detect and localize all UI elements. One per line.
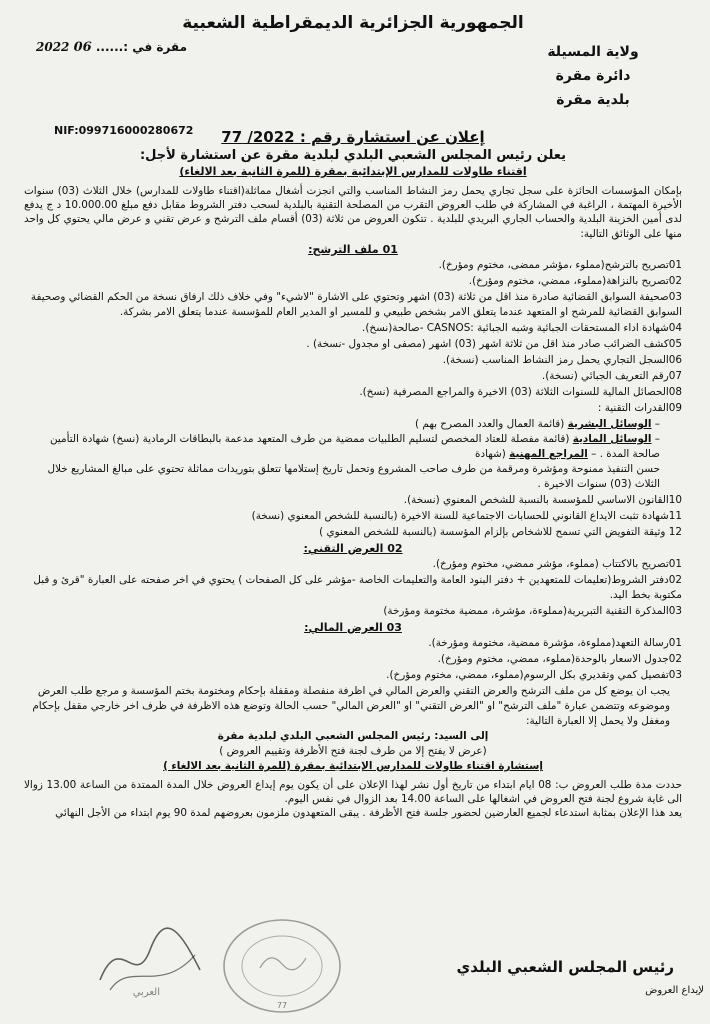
list-item: 01تصريح بالترشح(مملوء ،مؤشر ممضى، مختوم ومؤرخ). xyxy=(438,258,682,271)
round-stamp-icon xyxy=(210,908,350,1018)
made-in-label: مقرة في :...... xyxy=(95,40,187,54)
list-item: 08الحصائل المالية للسنوات الثلاثة (03) الاخيرة والمراجع المصرفية (نسخ). xyxy=(359,385,682,398)
capacity-human: – الوسائل البشرية (قائمة العمال والعدد المصرح بهم ) xyxy=(415,417,660,430)
list-item: 04شهادة اداء المستحقات الجبائية وشبه الجبائية :CASNOS -صالحة(نسخ). xyxy=(362,321,682,334)
list-item: 03تفصيل كمي وتقديري بكل الرسوم(مملوء، ممضي، مختوم ومؤرخ). xyxy=(386,668,682,681)
date-block xyxy=(36,40,256,55)
announcement-object: اقتناء طاولات للمدارس الإبتدائية بمقرة (للمرة الثانية بعد الالغاء) xyxy=(179,165,527,178)
section-candidacy-title: 01 ملف الترشح: xyxy=(308,242,398,256)
section-technical-title: 02 العرض التقني: xyxy=(303,541,403,555)
list-item: 09القدرات التقنية : xyxy=(597,401,682,414)
republic-header: الجمهورية الجزائرية الديمقراطية الشعبية xyxy=(182,13,524,33)
list-item: 03صحيفة السوابق القضائية صادرة منذ اقل من ثلاثة (03) اشهر وتحتوي على الاشارة "لاشيء" وفي خلاف ذلك ارفاق نسخة من الحكم القضائي وصحيفة السوابق القضائية للمرشح او المتعهد عندما يتعلق الامر بشخص طبيعي و للمسير او المدير العام للمؤسسة عندما يتعلق الامر بشركة. xyxy=(30,290,682,318)
handwritten-day: 06 xyxy=(73,40,92,55)
intro-paragraph: بإمكان المؤسسات الحائزة على سجل تجاري يحمل رمز النشاط المناسب والتي انجزت أشغال مماثلة(اقتناء طاولات للمدارس) خلال الثلاث (03) سنوات الأخيرة المهتمة ، الراغبة في المشاركة في طلب العروض التقرب من المصلحة التقنية بالبلدية لسحب دفتر الشروط مقابل دفع مبلغ 10.000.00 د ج يدفع لدى أمين الخزينة البلدية والحساب الجاري البريدي للبلدية . تتكون العروض من ثلاثة (03) أقسام ملف الترشح و عرض تقني و عرض مالي يحتوي كل واحد منها على الوثائق التالية: xyxy=(24,185,682,240)
stamp-ref: 77 xyxy=(276,1001,288,1010)
list-item: 12 وثيقة التفويض التي تسمح للاشخاص بإلزام المؤسسة (بالنسبة للشخص المعنوي ) xyxy=(319,525,682,538)
list-item: 06السجل التجاري يحمل رمز النشاط المناسب (نسخة). xyxy=(442,353,682,366)
deposit-line: لإيداع العروض xyxy=(645,985,704,996)
signature-scribble-icon xyxy=(90,920,210,1000)
outer-envelope-to: إلى السيد: رئيس المجلس الشعبي البلدي لبلدية مقرة xyxy=(217,729,489,742)
signature-title: رئيس المجلس الشعبي البلدي xyxy=(456,958,674,976)
announcement-title: إعلان عن استشارة رقم : 2022/ 77 xyxy=(221,128,485,146)
capacity-material: – الوسائل المادية (قائمة مفصلة للعتاد المخصص لتسليم الطلبيات ممضية من طرف المتعهد مدعمة بالبطاقات الرمادية (نسخ) شهادة التأمين صالحة المدة . – المراجع المهنية (شهادة xyxy=(49,432,660,460)
section-financial-title: 03 العرض المالي: xyxy=(304,620,402,634)
baladia: بلدية مقرة xyxy=(556,92,630,108)
list-item: 02تصريح بالنزاهة(مملوء، ممضي، مختوم ومؤرخ). xyxy=(468,274,682,287)
list-item: 03المذكرة التقنية التبريرية(مملوءة، مؤشرة، ممضية مختومة ومؤرخة) xyxy=(383,604,682,617)
wilaya: ولاية المسيلة xyxy=(547,44,639,60)
daira: دائرة مقرة xyxy=(555,68,631,84)
candidacy-list xyxy=(24,258,682,540)
capacity-references: حسن التنفيذ ممنوحة ومؤشرة ومرقمة من طرف صاحب المشروع وتحمل تاريخ إستلامها تتعلق بتوريدات مماثلة تحتوي على مبالغ المشاريع خلال الثلاث (03) سنوات الاخيرة . xyxy=(47,462,660,490)
list-item: 02جدول الاسعار بالوحدة(مملوء، ممضي، مختوم ومؤرخ). xyxy=(437,652,682,665)
list-item: 02دفتر الشروط(تعليمات للمتعهدين + دفتر البنود العامة والتعليمات الخاصة -مؤشر على كل الصفحات ) يحتوي في اخر صفحته على العبارة "قرئ و قبل مكتوبة بخط اليد. xyxy=(33,573,682,601)
financial-list xyxy=(24,636,682,683)
outer-envelope-note: (عرض لا يفتح إلا من طرف لجنة فتح الأظرفة وتقييم العروض ) xyxy=(219,744,487,757)
technical-list xyxy=(24,557,682,619)
deadline-paragraph: حددت مدة طلب العروض ب: 08 ايام ابتداء من تاريخ أول نشر لهذا الإعلان على أن يكون يوم إيداع العروض خلال المدة الممتدة من الساعة 13.00 زوالا الى غاية شروع لجنة فتح العروض في اشغالها على الساعة 14.00 بعد الزوال في نفس اليوم. xyxy=(24,778,682,806)
outer-envelope-subject: إستشارة اقتناء طاولات للمدارس الإبتدائية بمقرة (للمرة الثانية بعد الالغاء ) xyxy=(163,759,543,772)
announcement-subtitle: يعلن رئيس المجلس الشعبي البلدي لبلدية مقرة عن استشارة لأجل: xyxy=(139,148,567,163)
list-item: 11شهادة تثبت الايداع القانوني للحسابات الاجتماعية للسنة الاخيرة (بالنسبة للشخص المعنوي (نسخة) xyxy=(251,509,682,522)
list-item: 10القانون الاساسي للمؤسسة بالنسبة للشخص المعنوي (نسخة). xyxy=(403,493,682,506)
list-item: 01تصريح بالاكتتاب (مملوء، مؤشر ممضي، مختوم ومؤرخ). xyxy=(432,557,682,570)
handwritten-year: 2022 xyxy=(36,40,70,54)
envelope-instructions: يجب ان يوضع كل من ملف الترشح والعرض التقني والعرض المالي في اظرفة منفصلة ومقفلة بإحكام ومختومة بختم المؤسسة و مرجع طلب العرض وموضوعه وتتضمن عبارة "ملف الترشح" او "العرض التقني" او "العرض المالي" حسب الحالة وتوضع هذه الاظرفة في ظرف اخر خارجي مقفل بإحكام ومغفل ولا يحمل إلا العبارة التالية: xyxy=(32,684,670,727)
list-item: 07رقم التعريف الجبائي (نسخة). xyxy=(541,369,682,382)
stamp-name: العربي xyxy=(132,987,160,998)
nif-number: NIF:099716000280672 xyxy=(54,124,194,137)
invitation-paragraph: يعد هذا الإعلان بمثابة استدعاء لجميع العارضين لحضور جلسة فتح الأظرفة . يبقى المتعهدون ملزمون بعروضهم لمدة 90 يوم ابتداء من الأجل النهائي xyxy=(55,807,682,820)
administration-block xyxy=(518,40,668,112)
list-item: 05كشف الضرائب صادر منذ اقل من ثلاثة اشهر (03) اشهر (مصفى او مجدول -نسخة) . xyxy=(306,337,682,350)
list-item: 01رسالة التعهد(مملوءة، مؤشرة ممضية، مختومة ومؤرخة). xyxy=(428,636,682,649)
